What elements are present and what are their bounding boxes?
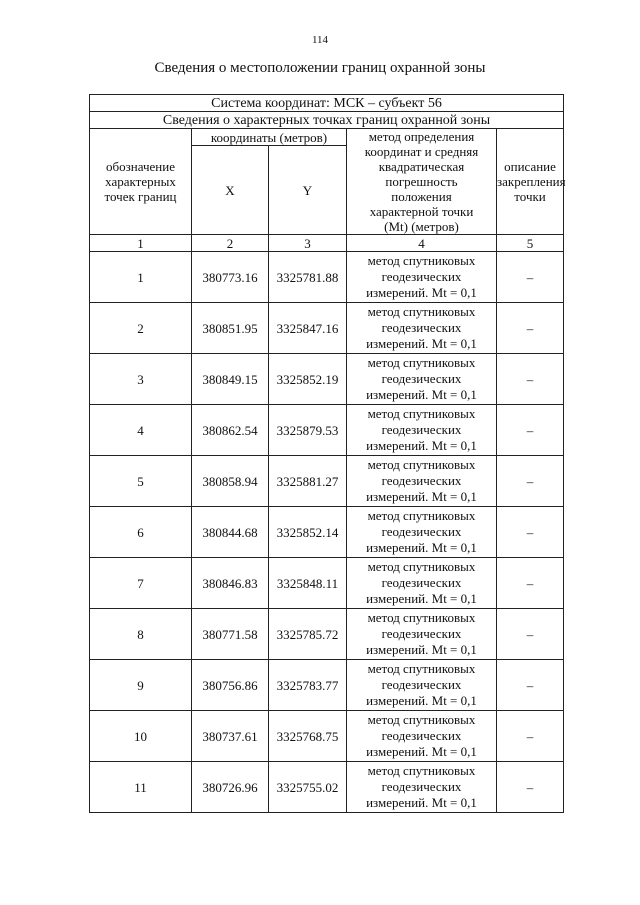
y-coordinate-cell: 3325783.77	[269, 660, 347, 711]
description-cell: –	[497, 507, 564, 558]
point-number-cell: 7	[90, 558, 192, 609]
y-coordinate-cell: 3325781.88	[269, 252, 347, 303]
y-coordinate-cell: 3325755.02	[269, 762, 347, 813]
method-cell: метод спутниковых геодезических измерений. Mt = 0,1	[347, 762, 497, 813]
coordinate-system-label: Система координат: МСК – субъект 56	[90, 95, 564, 112]
point-number-cell: 10	[90, 711, 192, 762]
table-row	[90, 762, 564, 813]
method-cell: метод спутниковых геодезических измерений. Mt = 0,1	[347, 507, 497, 558]
document-title: Сведения о местоположении границ охранной зоны	[154, 60, 486, 76]
point-number-cell: 11	[90, 762, 192, 813]
header-point: обозначение характерных точек границ	[90, 129, 192, 235]
coordinate-system-row	[90, 95, 564, 112]
y-coordinate-cell: 3325881.27	[269, 456, 347, 507]
method-cell: метод спутниковых геодезических измерений. Mt = 0,1	[347, 711, 497, 762]
method-cell: метод спутниковых геодезических измерений. Mt = 0,1	[347, 252, 497, 303]
y-coordinate-cell: 3325785.72	[269, 609, 347, 660]
description-cell: –	[497, 762, 564, 813]
description-cell: –	[497, 660, 564, 711]
table-row	[90, 558, 564, 609]
description-cell: –	[497, 456, 564, 507]
table-row	[90, 660, 564, 711]
method-cell: метод спутниковых геодезических измерений. Mt = 0,1	[347, 354, 497, 405]
point-number-cell: 6	[90, 507, 192, 558]
x-coordinate-cell: 380737.61	[192, 711, 269, 762]
point-number-cell: 8	[90, 609, 192, 660]
x-coordinate-cell: 380844.68	[192, 507, 269, 558]
boundary-points-table	[89, 94, 564, 813]
y-coordinate-cell: 3325768.75	[269, 711, 347, 762]
table-row	[90, 303, 564, 354]
header-x: X	[192, 146, 269, 235]
point-number-cell: 5	[90, 456, 192, 507]
table-row	[90, 354, 564, 405]
x-coordinate-cell: 380849.15	[192, 354, 269, 405]
column-number: 1	[90, 235, 192, 252]
column-numbers-row	[90, 235, 564, 252]
method-cell: метод спутниковых геодезических измерений. Mt = 0,1	[347, 456, 497, 507]
x-coordinate-cell: 380773.16	[192, 252, 269, 303]
y-coordinate-cell: 3325847.16	[269, 303, 347, 354]
method-cell: метод спутниковых геодезических измерений. Mt = 0,1	[347, 558, 497, 609]
x-coordinate-cell: 380862.54	[192, 405, 269, 456]
table-row	[90, 252, 564, 303]
x-coordinate-cell: 380851.95	[192, 303, 269, 354]
point-number-cell: 1	[90, 252, 192, 303]
x-coordinate-cell: 380726.96	[192, 762, 269, 813]
y-coordinate-cell: 3325879.53	[269, 405, 347, 456]
point-number-cell: 9	[90, 660, 192, 711]
description-cell: –	[497, 609, 564, 660]
header-coords: координаты (метров)	[192, 129, 347, 146]
table-row	[90, 507, 564, 558]
x-coordinate-cell: 380771.58	[192, 609, 269, 660]
method-cell: метод спутниковых геодезических измерений. Mt = 0,1	[347, 405, 497, 456]
x-coordinate-cell: 380756.86	[192, 660, 269, 711]
table-row	[90, 405, 564, 456]
header-description: описание закрепления точки	[497, 129, 564, 235]
y-coordinate-cell: 3325848.11	[269, 558, 347, 609]
point-number-cell: 2	[90, 303, 192, 354]
column-number: 4	[347, 235, 497, 252]
point-number-cell: 4	[90, 405, 192, 456]
page-number: 114	[311, 34, 329, 46]
column-number: 5	[497, 235, 564, 252]
y-coordinate-cell: 3325852.14	[269, 507, 347, 558]
method-cell: метод спутниковых геодезических измерений. Mt = 0,1	[347, 303, 497, 354]
description-cell: –	[497, 711, 564, 762]
table-row	[90, 711, 564, 762]
method-cell: метод спутниковых геодезических измерений. Mt = 0,1	[347, 609, 497, 660]
x-coordinate-cell: 380858.94	[192, 456, 269, 507]
table-row	[90, 456, 564, 507]
column-number: 3	[269, 235, 347, 252]
table-row	[90, 609, 564, 660]
header-y: Y	[269, 146, 347, 235]
method-cell: метод спутниковых геодезических измерений. Mt = 0,1	[347, 660, 497, 711]
x-coordinate-cell: 380846.83	[192, 558, 269, 609]
column-number: 2	[192, 235, 269, 252]
description-cell: –	[497, 405, 564, 456]
section-title: Сведения о характерных точках границ охранной зоны	[90, 112, 564, 129]
description-cell: –	[497, 354, 564, 405]
description-cell: –	[497, 252, 564, 303]
description-cell: –	[497, 558, 564, 609]
header-row-1	[90, 129, 564, 146]
description-cell: –	[497, 303, 564, 354]
header-method: метод определения координат и средняя квадратическая погрешность положения характерной точки (Mt) (метров)	[347, 129, 497, 235]
point-number-cell: 3	[90, 354, 192, 405]
y-coordinate-cell: 3325852.19	[269, 354, 347, 405]
section-title-row	[90, 112, 564, 129]
